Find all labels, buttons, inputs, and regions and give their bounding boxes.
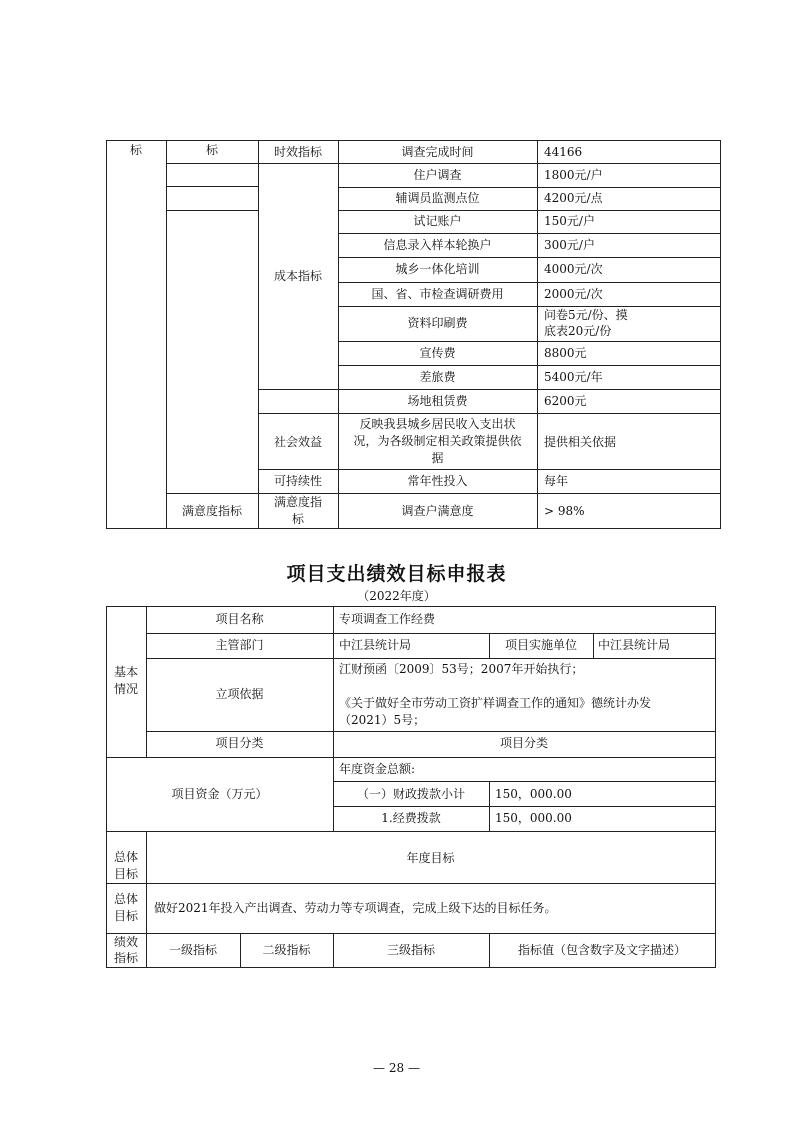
indicator-name-cell: 信息录入样本轮换户 [383, 238, 492, 252]
implementing-unit-label: 项目实施单位 [504, 638, 577, 652]
indicator-name-cell: 资料印刷费 [407, 316, 468, 330]
annual-funds-total-label: 年度资金总额: [339, 762, 416, 776]
col2-header-cell: 标 [205, 143, 218, 157]
fee-appropriation-value: 150，000.00 [495, 811, 572, 825]
project-category-value: 项目分类 [499, 736, 548, 750]
indicator-name-cell: 常年性投入 [407, 474, 468, 488]
indicator-value-cell: 4000元/次 [544, 262, 603, 276]
indicator-name-cell: 调查完成时间 [401, 145, 474, 159]
indicator-name-cell: 城乡一体化培训 [395, 262, 480, 276]
col1-header-cell: 标 [129, 143, 142, 157]
indicator-value-cell: > 98% [544, 504, 585, 518]
indicator-name-cell: 调查户满意度 [401, 504, 474, 518]
indicator-name-line: 况，为各级制定相关政策提供依 [353, 434, 522, 448]
cost-indicator-cell: 成本指标 [273, 269, 322, 283]
satisfaction-indicator-cell: 满意度指标 [181, 504, 242, 518]
indicator-value-cell: 5400元/年 [544, 370, 603, 384]
page-title: 项目支出绩效目标申报表 [286, 563, 507, 585]
fiscal-appropriation-value: 150，000.00 [495, 787, 572, 801]
indicator-value-cell: 每年 [544, 474, 569, 488]
project-basis-line: （2021）5号； [339, 713, 426, 727]
indicator-value-cell: 6200元 [544, 394, 587, 408]
project-basis-line: 《关于做好全市劳动工资扩样调查工作的通知》德统计办发 [339, 696, 652, 710]
fiscal-appropriation-label: （一）财政拨款小计 [356, 787, 465, 801]
indicator-name-cell: 辅调员监测点位 [395, 191, 480, 205]
indicator-value-line: 问卷5元/份、摸 [544, 308, 628, 322]
satisfaction-subindicator-line: 标 [291, 512, 304, 526]
goal-description: 做好2021年投入产出调查、劳动力等专项调查，完成上级下达的目标任务。 [154, 901, 557, 915]
performance-indicator-label-line: 绩效 [113, 935, 138, 949]
annual-goal-header: 年度目标 [406, 851, 455, 865]
project-basis-line: 江财预函〔2009〕53号；2007年开始执行； [339, 662, 584, 676]
indicator-name-cell: 宣传费 [419, 346, 456, 360]
page-subtitle: （2022年度） [357, 589, 436, 603]
indicator-name-line: 反映我县城乡居民收入支出状 [359, 417, 516, 431]
indicator-value-cell: 8800元 [544, 346, 587, 360]
project-funds-label: 项目资金（万元） [171, 787, 268, 801]
sustainability-cell: 可持续性 [273, 474, 322, 488]
department-value: 中江县统计局 [339, 638, 412, 652]
indicator-value-cell: 44166 [544, 145, 583, 159]
indicator-value-cell: 300元/户 [544, 238, 595, 252]
timeliness-indicator-cell: 时效指标 [273, 145, 322, 159]
department-label: 主管部门 [215, 638, 264, 652]
level3-indicator-header: 三级指标 [386, 943, 435, 957]
satisfaction-subindicator-line: 满意度指 [273, 495, 322, 509]
level2-indicator-header: 二级指标 [262, 943, 311, 957]
indicator-value-line: 底表20元/份 [544, 324, 612, 338]
indicator-name-cell: 住户调查 [413, 168, 462, 182]
indicator-name-cell: 试记账户 [413, 214, 462, 228]
indicator-name-line: 据 [431, 451, 444, 465]
indicator-value-cell: 4200元/点 [544, 191, 603, 205]
indicator-value-cell: 150元/户 [544, 214, 595, 228]
basic-info-label-line: 情况 [113, 682, 138, 696]
indicator-name-cell: 差旅费 [419, 370, 456, 384]
indicator-value-header: 指标值（包含数字及文字描述） [517, 943, 686, 957]
performance-indicator-label-line: 指标 [113, 951, 138, 965]
project-basis-label: 立项依据 [215, 687, 264, 701]
page-number: — 28 — [373, 1061, 420, 1075]
indicator-name-cell: 场地租赁费 [407, 394, 468, 408]
level1-indicator-header: 一级指标 [168, 943, 217, 957]
overall-goal-label-line: 目标 [113, 909, 138, 923]
overall-goal-label-line: 总体 [113, 892, 138, 906]
project-category-label: 项目分类 [215, 736, 264, 750]
project-name-value: 专项调查工作经费 [339, 612, 436, 626]
fee-appropriation-label: 1.经费拨款 [381, 811, 441, 825]
indicator-value-cell: 提供相关依据 [544, 435, 617, 449]
indicator-value-cell: 1800元/户 [544, 168, 603, 182]
overall-goal-label-line: 目标 [113, 867, 138, 881]
social-benefit-cell: 社会效益 [273, 435, 322, 449]
indicator-name-cell: 国、省、市检查调研费用 [371, 287, 504, 301]
implementing-unit-value: 中江县统计局 [598, 638, 671, 652]
indicator-value-cell: 2000元/次 [544, 287, 603, 301]
project-name-label: 项目名称 [215, 612, 264, 626]
overall-goal-label-line: 总体 [113, 850, 138, 864]
basic-info-label-line: 基本 [113, 665, 138, 679]
